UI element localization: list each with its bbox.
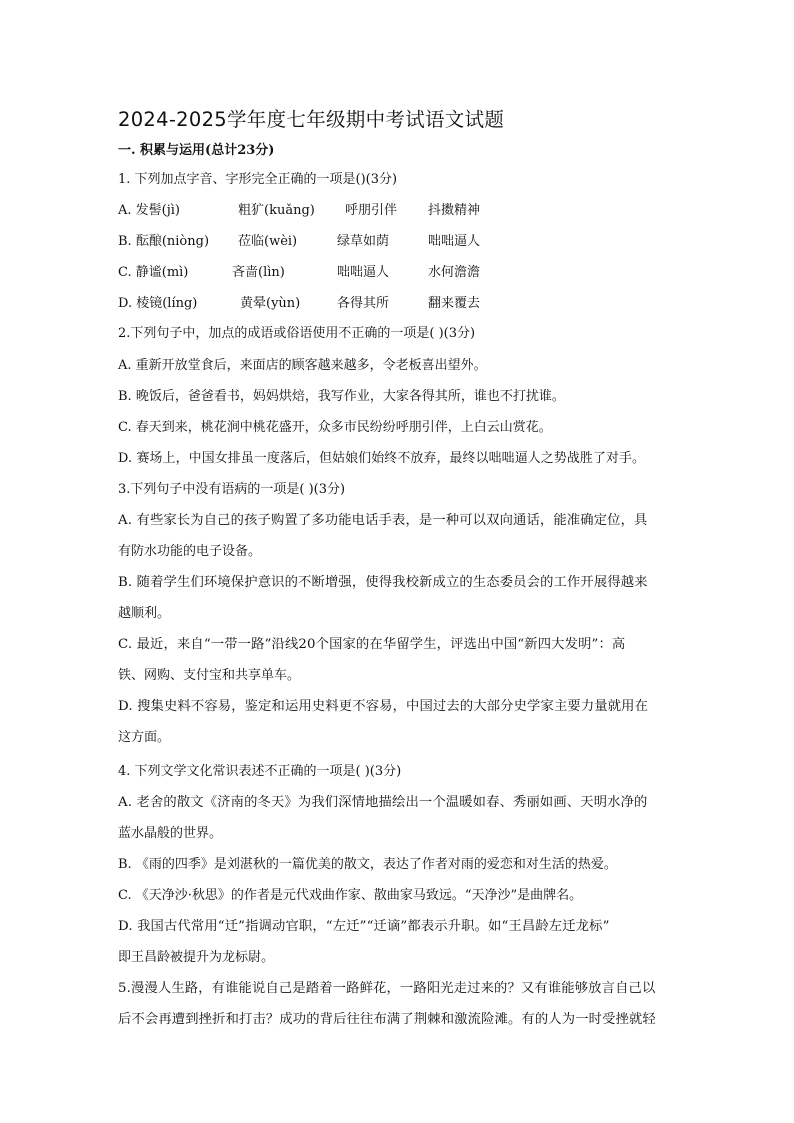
q3-stem: 3.下列句子中没有语病的一项是( )(3分) xyxy=(118,482,346,497)
q1-c-word3: 咄咄逼人 xyxy=(337,265,390,280)
q1-c-word1: C. 静谧(mì) xyxy=(118,265,189,280)
exam-title: 2024-2025学年度七年级期中考试语文试题 xyxy=(118,108,505,131)
q2-option-b: B. 晚饭后，爸爸看书，妈妈烘焙，我写作业，大家各得其所，谁也不打扰谁。 xyxy=(118,389,565,404)
q1-a-word3: 呼朋引伴 xyxy=(345,203,398,218)
q4-option-d-line1: D. 我国古代常用“迁”指调动官职，“左迁”“迁谪”都表示升职。如“王昌龄左迁龙标” xyxy=(118,919,610,934)
q1-d-word4: 翻来覆去 xyxy=(428,296,481,311)
q1-a-word2: 粗犷(kuǎng) xyxy=(238,203,315,218)
q2-option-d: D. 赛场上，中国女排虽一度落后，但姑娘们始终不放弃，最终以咄咄逼人之势战胜了对手。 xyxy=(118,451,646,466)
q1-c-word4: 水何澹澹 xyxy=(428,265,481,280)
q1-b-word3: 绿草如荫 xyxy=(337,234,390,249)
q1-d-word1: D. 棱镜(líng) xyxy=(118,296,198,311)
q5-passage-line1: 5.漫漫人生路，有谁能说自己是踏着一路鲜花，一路阳光走过来的？又有谁能够放言自己以 xyxy=(118,981,656,996)
q1-stem: 1. 下列加点字音、字形完全正确的一项是()(3分) xyxy=(118,172,398,187)
q1-b-word2: 莅临(wèi) xyxy=(238,234,298,249)
q4-stem: 4. 下列文学文化常识表述不正确的一项是( )(3分) xyxy=(118,764,402,779)
q2-option-a: A. 重新开放堂食后，来面店的顾客越来越多，令老板喜出望外。 xyxy=(118,358,487,373)
q3-option-a-line1: A. 有些家长为自己的孩子购置了多功能电话手表，是一种可以双向通话，能准确定位，具 xyxy=(118,513,648,528)
q1-d-word2: 黄晕(yùn) xyxy=(240,296,301,311)
q4-option-a-line1: A. 老舍的散文《济南的冬天》为我们深情地描绘出一个温暖如春、秀丽如画、天明水净的 xyxy=(118,795,648,810)
q3-option-b-line1: B. 随着学生们环境保护意识的不断增强，使得我校新成立的生态委员会的工作开展得越来 xyxy=(118,575,648,590)
q1-c-word2: 吝啬(lìn) xyxy=(232,265,285,280)
q3-option-a-line2: 有防水功能的电子设备。 xyxy=(118,544,262,559)
q4-option-c: C. 《天净沙·秋思》的作者是元代戏曲作家、散曲家马致远。“天净沙”是曲牌名。 xyxy=(118,888,583,903)
q3-option-b-line2: 越顺利。 xyxy=(118,606,171,621)
q5-passage-line2: 后不会再遭到挫折和打击？成功的背后往往布满了荆棘和激流险滩。有的人为一时受挫就轻 xyxy=(118,1012,656,1027)
q4-option-a-line2: 蓝水晶般的世界。 xyxy=(118,826,223,841)
q1-a-word1: A. 发髻(jì) xyxy=(118,203,180,218)
q3-option-d-line2: 这方面。 xyxy=(118,730,171,745)
q3-option-d-line1: D. 搜集史料不容易，鉴定和运用史料更不容易，中国过去的大部分史学家主要力量就用在 xyxy=(118,699,649,714)
q1-a-word4: 抖擞精神 xyxy=(428,203,481,218)
q2-stem: 2.下列句子中，加点的成语或俗语使用不正确的一项是( )(3分) xyxy=(118,326,476,341)
q2-option-c: C. 春天到来，桃花涧中桃花盛开，众多市民纷纷呼朋引伴，上白云山赏花。 xyxy=(118,420,552,435)
q3-option-c-line1: C. 最近，来自“一带一路”沿线20个国家的在华留学生，评选出中国“新四大发明”：高 xyxy=(118,637,626,652)
q3-option-c-line2: 铁、网购、支付宝和共享单车。 xyxy=(118,668,301,683)
q1-b-word1: B. 酝酿(niòng) xyxy=(118,234,210,249)
q1-d-word3: 各得其所 xyxy=(337,296,390,311)
q1-b-word4: 咄咄逼人 xyxy=(428,234,481,249)
q4-option-d-line2: 即王昌龄被提升为龙标尉。 xyxy=(118,950,275,965)
q4-option-b: B. 《雨的四季》是刘湛秋的一篇优美的散文，表达了作者对雨的爱恋和对生活的热爱。 xyxy=(118,857,617,872)
section-heading: 一. 积累与运用(总计23分) xyxy=(118,143,275,158)
